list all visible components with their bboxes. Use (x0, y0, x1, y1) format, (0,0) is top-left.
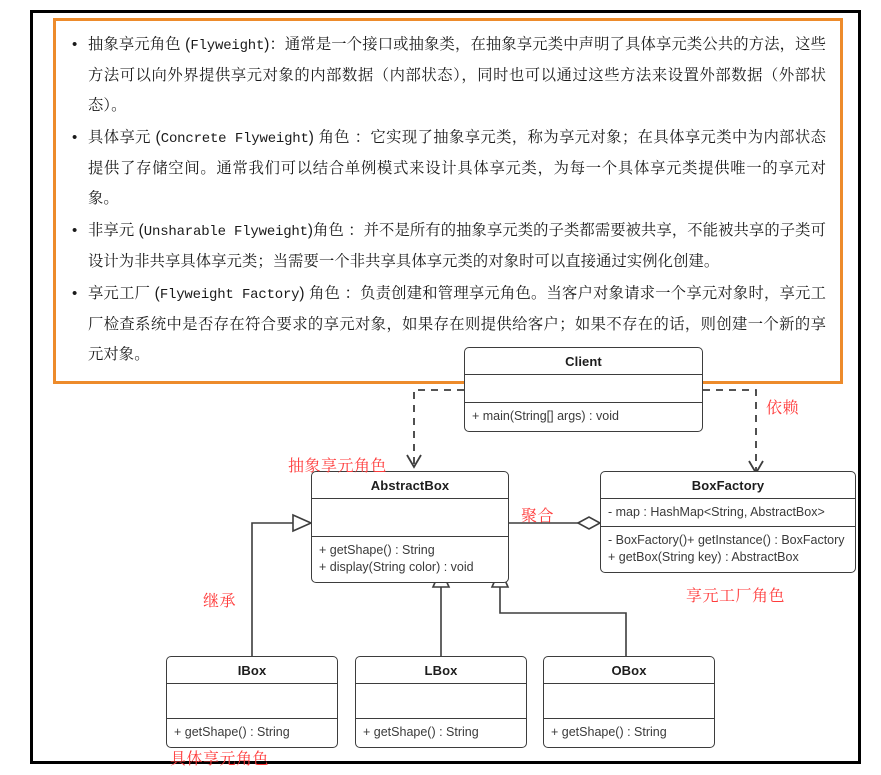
uml-operation: + getBox(String key) : AbstractBox (608, 550, 799, 564)
uml-class-name: LBox (356, 657, 526, 684)
uml-operation: - BoxFactory()+ getInstance() : BoxFactory (608, 533, 845, 547)
flyweight-roles-list (66, 30, 826, 370)
note-text: 享元工厂 ( (88, 285, 160, 302)
uml-operation: + getShape() : String (319, 543, 435, 557)
note-text: )角色 ：并不是所有的抽象享元类的子类都需要被共享，不能被共享的子类可设计为非共享具体享元类；当需要一个非共享具体享元类的对象时可以直接通过实例化创建。 (88, 222, 826, 270)
note-text: 具体享元 ( (88, 129, 161, 146)
annotation-dependency: 依赖 (766, 398, 800, 417)
uml-attribute: - map : HashMap<String, AbstractBox> (608, 505, 825, 519)
annotation-inheritance: 继承 (203, 591, 237, 610)
uml-class-attributes (167, 684, 337, 719)
list-item (88, 30, 826, 121)
note-text: 抽象享元角色 ( (88, 36, 191, 53)
note-text: ) 角色 ：它实现了抽象享元类，称为享元对象；在具体享元类中为内部状态提供了存储空间。通常我们可以结合单例模式来设计具体享元类，为每一个具体享元类提供唯一的享元对象。 (88, 129, 826, 207)
uml-class-attributes (601, 499, 855, 527)
code-term: Flyweight (190, 38, 265, 54)
uml-class-lbox[interactable] (355, 656, 527, 748)
uml-class-boxfactory[interactable] (600, 471, 856, 573)
uml-class-attributes (312, 499, 508, 537)
uml-class-obox[interactable] (543, 656, 715, 748)
uml-class-ibox[interactable] (166, 656, 338, 748)
uml-class-name: Client (465, 348, 702, 375)
annotation-abstract-flyweight-role: 抽象享元角色 (288, 456, 388, 475)
page-frame (30, 10, 861, 768)
dependency-client-abstractbox (407, 390, 464, 467)
list-item (88, 216, 826, 277)
annotation-factory-role: 享元工厂角色 (686, 586, 786, 605)
uml-class-attributes (356, 684, 526, 719)
note-text: 非享元 ( (88, 222, 144, 239)
flyweight-roles-note-box (53, 18, 843, 384)
code-term: Concrete Flyweight (160, 131, 309, 147)
code-term: Unsharable Flyweight (143, 224, 308, 240)
note-text: ) 角色 ：负责创建和管理享元角色。当客户对象请求一个享元对象时，享元工厂检查系统中是否存在符合要求的享元对象，如果存在则提供给客户；如果不存在的话，则创建一个新的享元对象。 (88, 285, 826, 363)
uml-class-attributes (544, 684, 714, 719)
uml-class-name: BoxFactory (601, 472, 855, 499)
code-term: Flyweight Factory (159, 287, 300, 303)
annotation-aggregation: 聚合 (521, 506, 555, 525)
uml-operation: + main(String[] args) : void (472, 409, 619, 423)
uml-class-operations (465, 403, 702, 431)
uml-class-operations (167, 719, 337, 747)
uml-operation: + getShape() : String (174, 725, 290, 739)
uml-class-attributes (465, 375, 702, 403)
uml-class-client[interactable] (464, 347, 703, 432)
uml-class-name: AbstractBox (312, 472, 508, 499)
annotation-concrete-flyweight-role: 具体享元角色 (170, 749, 270, 768)
dependency-client-boxfactory (703, 390, 763, 473)
list-item (88, 123, 826, 214)
uml-class-diagram (66, 343, 881, 775)
uml-operation: + display(String color) : void (319, 560, 474, 574)
uml-operation: + getShape() : String (363, 725, 479, 739)
note-text: )：通常是一个接口或抽象类，在抽象享元类中声明了具体享元类公共的方法，这些方法可以向外界提供享元对象的内部数据（内部状态），同时也可以通过这些方法来设置外部数据（外部状态）。 (88, 36, 827, 114)
uml-class-name: OBox (544, 657, 714, 684)
uml-operation: + getShape() : String (551, 725, 667, 739)
inheritance-ibox-abstractbox (252, 515, 311, 673)
uml-class-operations (601, 527, 855, 572)
uml-class-abstractbox[interactable] (311, 471, 509, 583)
uml-class-operations (544, 719, 714, 747)
uml-class-name: IBox (167, 657, 337, 684)
uml-class-operations (312, 537, 508, 582)
uml-class-operations (356, 719, 526, 747)
